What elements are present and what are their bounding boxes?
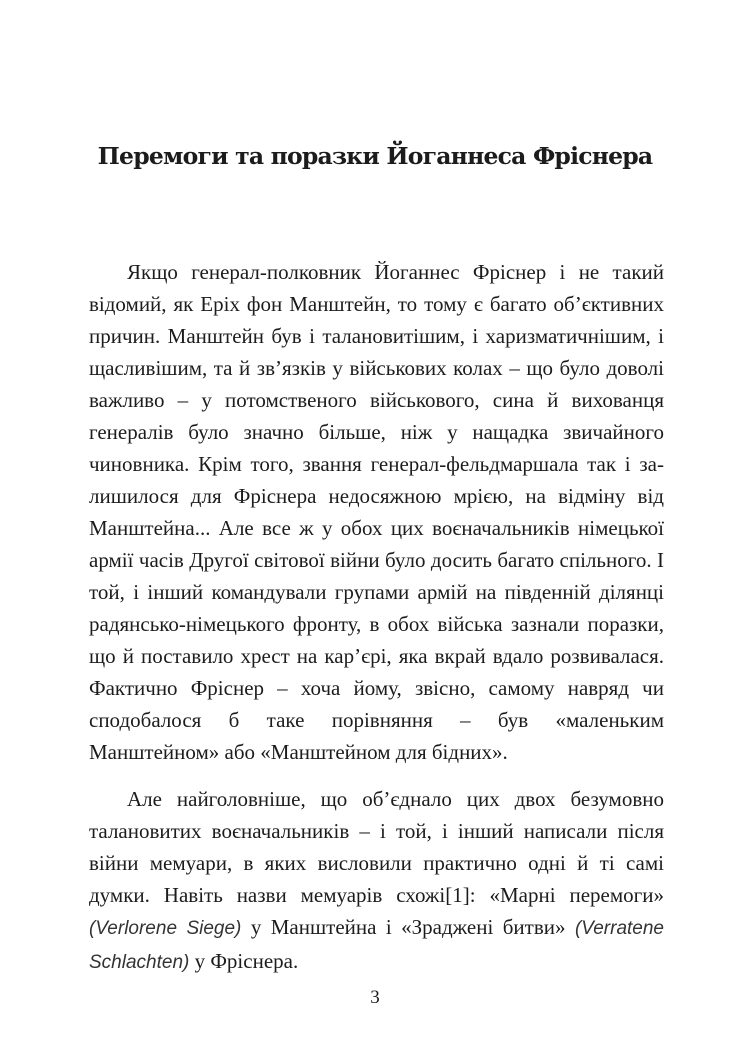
paragraph-2-text-c: у Фріснера. — [194, 949, 299, 973]
paragraph-1: Якщо генерал-полковник Йоганнес Фріснер і не такий відомий, як Еріх фон Манштейн, то тому є багато об’єктивних причин. Манштейн був і талановитішим, і харизматичнішим, і щасливішим, та й зв’язків у військових колах – що було доволі важливо – у потомственого військового, сина й вихованця генералів було значно більше, ніж у нащадка звичайного чиновника. Крім того, звання генерал-фельдмаршала так і залишилося для Фріснера недосяжною мрією, на відміну від Манштейна... Але все ж у обох цих воєначальників німецької армії часів Другої світової війни було досить багато спільного. І той, і інший командували групами армій на південній ділянці радянсько-німецького фронту, в обох війська зазнали поразки, що й поставило хрест на кар’єрі, яка вкрай вдало розвивалася. Фактично Фріснер – хоча йому, звісно, самому навряд чи сподобалося б таке порівняння – був «маленьким Манштейном» або «Манштейном для бідних». — [89, 260, 664, 764]
chapter-title: Перемоги та поразки Йоганнеса Фріснера — [97, 142, 653, 170]
original-title-verratene-schlachten: (Verratene Schlachten) — [89, 918, 664, 973]
paragraph-2-text-b: у Манштейна і «Зраджені битви» — [250, 915, 566, 939]
paragraph-2-text-a: Але найголовніше, що об’єднало цих двох безумовно талановитих воєначальників – і той, і інший написали після війни мемуари, в яких висловили практично одні й ті самі думки. Навіть назви мемуарів схожі[1]: «Марні перемоги» — [89, 787, 664, 907]
page-number: 3 — [370, 987, 380, 1008]
original-title-verlorene-siege: (Verlorene Siege) — [89, 918, 242, 939]
paragraph-2 — [89, 783, 664, 979]
chapter-body — [89, 256, 664, 979]
